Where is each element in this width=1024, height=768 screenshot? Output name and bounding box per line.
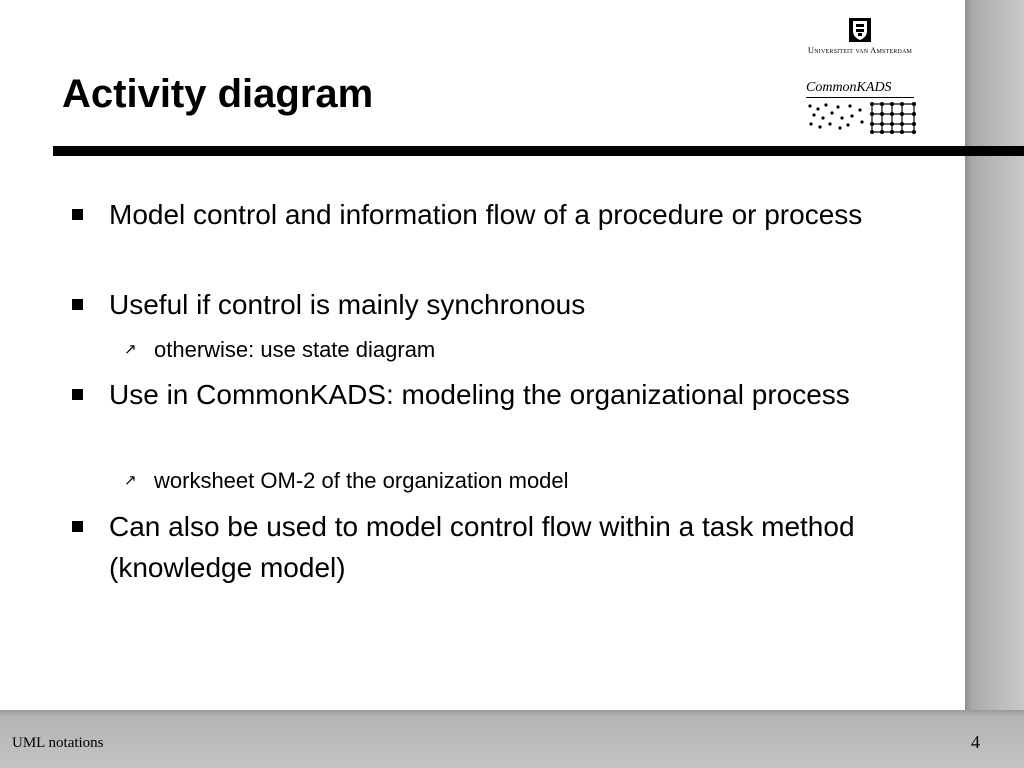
bullet-text: Use in CommonKADS: modeling the organizational process — [109, 379, 850, 410]
right-gray-band — [965, 0, 1024, 768]
square-bullet-icon — [72, 521, 83, 532]
bullet-text: Model control and information flow of a procedure or process — [109, 199, 863, 230]
sub-bullet-text: otherwise: use state diagram — [154, 337, 436, 362]
bullet-text: Can also be used to model control flow within a task method (knowledge model) — [109, 511, 855, 583]
bottom-gray-band — [0, 710, 1024, 768]
university-logo — [800, 18, 920, 55]
square-bullet-icon — [72, 209, 83, 220]
slide-title: Activity diagram — [62, 72, 374, 116]
arrow-bullet-icon: ↗ — [124, 341, 137, 358]
commonkads-rule — [806, 97, 914, 98]
bullet-text: Useful if control is mainly synchronous — [109, 289, 586, 320]
page-number: 4 — [971, 732, 980, 752]
arrow-bullet-icon: ↗ — [124, 472, 137, 489]
university-name: Universiteit van Amsterdam — [807, 45, 913, 55]
commonkads-wordmark: CommonKADS — [806, 80, 892, 95]
title-underline — [53, 146, 1024, 156]
network-grid-icon — [806, 100, 918, 134]
footer-title: UML notations — [12, 735, 104, 751]
crest-icon — [849, 18, 871, 42]
square-bullet-icon — [72, 389, 83, 400]
commonkads-logo — [806, 80, 918, 139]
sub-bullet-text: worksheet OM-2 of the organization model — [154, 468, 569, 493]
square-bullet-icon — [72, 299, 83, 310]
